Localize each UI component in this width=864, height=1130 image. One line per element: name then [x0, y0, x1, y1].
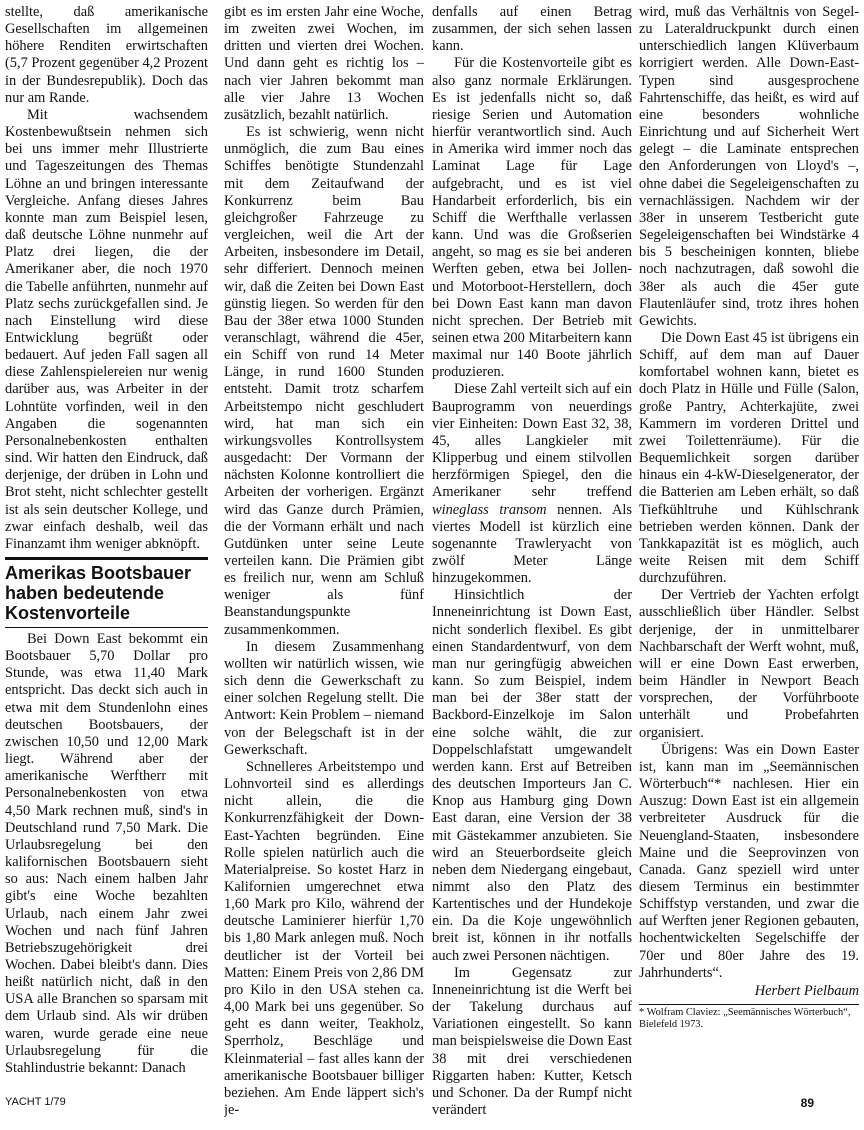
paragraph: Bei Down East bekommt ein Bootsbauer 5,70 Dollar pro Stunde, was etwa 11,40 Mark entspricht. Das deckt sich auch in etwa mit dem Stundenlohn eines deutschen Bootsbauers, der zwischen 10,50 und 12,00 Mark liegt. Während aber der amerikanische Werftherr mit Personalnebenkosten von etwa 4,50 Mark rechnen muß, sind's in Deutschland rund 7,50 Mark. Die Urlaubsregelung bei den kalifornischen Bootsbauern sieht so aus: Nach einem halben Jahr gibt's eine Woche bezahlten Urlaub, nach einem Jahr zwei Wochen und nach fünf Jahren Betriebszugehörigkeit drei Wochen. Dabei bleibt's dann. Dies heißt natürlich nicht, daß in den USA alle Branchen so sparsam mit dem Urlaub sind. Als wir drüben waren, wurde gerade eine neue Urlaubsregelung für die Stahlindustrie bekannt: Danach — [5, 631, 208, 1076]
paragraph: gibt es im ersten Jahr eine Woche, im zweiten zwei Wochen, im dritten und vierten drei Wochen. Und dann geht es richtig los – nach vier Jahren bekommt man alle vier Jahre 13 Wochen zusätzlich, bezahlt natürlich. — [224, 4, 424, 123]
paragraph — [432, 381, 632, 587]
footnote: * Wolfram Claviez: „Seemännisches Wörterbuch“, Bielefeld 1973. — [639, 1007, 851, 1031]
paragraph: wird, muß das Verhältnis von Segel- zu Lateraldruckpunkt durch einen unterschiedlich langen Klüverbaum korrigiert werden. Alle Down-East-Typen sind ausgesprochene Fahrtenschiffe, das heißt, es wird auf eine besonders wohnliche Einrichtung und auf Sicherheit Wert gelegt – die Laminate entsprechen den Anforderungen von Lloyd's –, ohne dabei die Segeleigenschaften zu vernachlässigen. Nachdem wir der 38er in unserem Testbericht gute Segeleigenschaften bei Windstärke 4 bis 5 bescheinigen konnten, bliebe noch nachzutragen, daß sowohl die 38er als auch die 45er gute Flautenläufer sind, trotz ihres hohen Gewichts. — [639, 4, 859, 329]
paragraph: Mit wachsendem Kostenbewußtsein nehmen sich bei uns immer mehr Illustrierte und Tageszeitungen des Themas Löhne an und bringen interessante Vergleiche. Anfang dieses Jahres konnte man zum Beispiel lesen, daß deutsche Löhne nunmehr auf Platz drei liegen, die der Amerikaner aber, die noch 1970 die Tabelle anführten, nunmehr auf Platz sechs zurückgefallen sind. Je nach Einstellung wird diese Entwicklung begrüßt oder bedauert. Auf jeden Fall sagen all diese Zahlenspielereien nur wenig darüber aus, was Arbeiter in der Lohntüte vorfinden, weil in den Angaben die sogenannten Personalnebenkosten enthalten sind. Wir hatten den Eindruck, daß derjenige, der drüben in Lohn und Brot steht, nicht schlechter gestellt ist als sein deutscher Kollege, und zwar einfach deshalb, weil das Finanzamt ihm weniger abknöpft. — [5, 106, 208, 552]
paragraph: Es ist schwierig, wenn nicht unmöglich, die zum Bau eines Schiffes benötigte Stundenzahl mit dem Zeitaufwand der Konkurrenz beim Bau gleichgroßer Fahrzeuge zu vergleichen, weil die Art der Arbeiten, insbesondere im Detail, sehr differiert. Dennoch meinen wir, daß die Zeiten bei Down East günstig liegen. So werden für den Bau der 38er etwa 1000 Stunden veranschlagt, während die 45er, ein Schiff von rund 14 Meter Länge, in rund 1600 Stunden entsteht. Damit trotz scharfem Arbeitstempo nicht geschludert wird, hat man sich ein wirkungsvolles Kontrollsystem ausgedacht: Der Vormann der nächsten Kolonne kontrolliert die Arbeiten der vorherigen. Ergänzt wird das Ganze durch Prämien, die der Vormann erhält und nach Gutdünken unter seine Leute verteilen kann. Die Prämien gibt es freilich nur, wenn am Schluß weniger als fünf Beanstandungspunkte zusammenkommen. — [224, 124, 424, 638]
paragraph: Hinsichtlich der Inneneinrichtung ist Down East, nicht sonderlich flexibel. Es gibt einen Standardentwurf, von dem man nur geringfügig abweichen kann. So zum Beispiel, indem man bei der 38er statt der Backbord-Einzelkoje im Salon eine solche wählt, die zur Doppelschlafstatt umgewandelt werden kann. Erst auf Betreiben des deutschen Importeurs Jan C. Knop aus Hamburg ging Down East daran, eine Version der 38 mit Gästekammer anzubieten. Sie wird an Steuerbordseite gleich neben dem Niedergang eingebaut, nimmt also den Platz des Kartentisches und der Hundekoje ein. Da die Koje ungewöhnlich breit ist, können in ihr notfalls auch zwei Personen nächtigen. — [432, 587, 632, 964]
article-column-1 — [5, 4, 208, 1077]
article-column-2 — [224, 4, 424, 1119]
footnote-divider — [639, 1004, 859, 1005]
article-column-4 — [639, 4, 859, 1031]
paragraph: Der Vertrieb der Yachten erfolgt ausschließlich über Händler. Selbst derjenige, der in unmittelbarer Nachbarschaft der Werft wohnt, muß, will er eine Down East erwerben, beim Händler in Newport Beach vorsprechen, der Vorführboote unterhält und Probefahrten organisiert. — [639, 587, 859, 741]
paragraph: Die Down East 45 ist übrigens ein Schiff, auf dem man auf Dauer komfortabel wohnen kann, bietet es doch Platz in Hülle und Fülle (Salon, große Pantry, Achterkajüte, zwei Kammern im vorderen Drittel und zwei Toilettenräume). Für die Bequemlichkeit sorgen darüber hinaus ein 4-kW-Dieselgenerator, der die Batterien am Leben erhält, so daß Tiefkühltruhe und Kühlschrank betrieben werden können. Dank der Tankkapazität ist es möglich, auch weite Reisen mit dem Schiff durchzuführen. — [639, 329, 859, 587]
italic-term: wineglass transom — [432, 501, 547, 518]
paragraph: In diesem Zusammenhang wollten wir natürlich wissen, wie sich denn die Gewerkschaft zu einer solchen Regelung stellt. Die Antwort: Kein Problem – niemand von der Belegschaft ist in der Gewerkschaft. — [224, 638, 424, 758]
paragraph: stellte, daß amerikanische Gesellschaften im allgemeinen höhere Renditen erwirtschaften (5,7 Prozent gegenüber 4,2 Prozent in der Bundesrepublik). Doch das nur am Rande. — [5, 4, 208, 106]
text-run: Diese Zahl verteilt sich auf ein Bauprogramm von neuerdings vier Einheiten: Down East 32, 38, 45, alles Langkieler mit Klipperbug und einem stilvollen herzförmigen Spiegel, den die Amerikaner sehr treffend — [432, 381, 632, 501]
article-column-3 — [432, 4, 632, 1119]
subheadline-box — [5, 557, 208, 628]
issue-label: YACHT 1/79 — [5, 1096, 66, 1108]
text-run: nennen. Als viertes Modell ist kürzlich eine sogenannte Trawleryacht von zwölf Meter Länge hinzugekommen. — [432, 501, 632, 587]
paragraph: Schnelleres Arbeitstempo und Lohnvorteil sind es allerdings nicht allein, die die Konkurrenzfähigkeit der Down-East-Yachten begründen. Eine Rolle spielen natürlich auch die Materialpreise. So kostet Harz in Kalifornien umgerechnet etwa 1,60 Mark pro Kilo, während der deutsche Laminierer hierfür 1,70 bis 1,80 Mark anlegen muß. Noch deutlicher ist der Vorteil bei Matten: Einem Preis von 2,86 DM pro Kilo in den USA stehen ca. 4,00 Mark bei uns gegenüber. So geht es dann weiter, Teakholz, Sperrholz, Beschläge und Kleinmaterial – fast alles kann der amerikanische Bootsbauer billiger beziehen. Am Ende läppert sich's je- — [224, 758, 424, 1118]
subheadline: Amerikas Bootsbauer haben bedeutende Kostenvorteile — [5, 563, 192, 623]
paragraph: Im Gegensatz zur Inneneinrichtung ist die Werft bei der Takelung durchaus auf Variationen eingestellt. So kann man beispielsweise die Down East 38 mit drei verschiedenen Riggarten haben: Kutter, Ketsch und Schoner. Da der Rumpf nicht verändert — [432, 964, 632, 1118]
page-number: 89 — [800, 1096, 814, 1110]
paragraph: denfalls auf einen Betrag zusammen, der sich sehen lassen kann. — [432, 4, 632, 55]
paragraph: Für die Kostenvorteile gibt es also ganz normale Erklärungen. Es ist jedenfalls nicht so, daß riesige Serien und Automation hierfür verantwortlich sind. Auch in Amerika wird immer noch das Laminat Lage für Lage aufgebracht, und es ist viel Handarbeit erforderlich, bis ein Schiff die Werfthalle verlassen kann. Und was die Großserien angeht, so mag es sie bei anderen Werften geben, etwa bei Jollen- und Motorboot-Herstellern, doch bei Down East kann man davon nicht sprechen. Der Betrieb mit seinen etwa 200 Mitarbeitern kann maximal nur 140 Boote jährlich produzieren. — [432, 55, 632, 381]
paragraph: Übrigens: Was ein Down Easter ist, kann man im „Seemännischen Wörterbuch“* nachlesen. Hier ein Auszug: Down East ist ein allgemein verbreiteter Ausdruck für die Neuengland-Staaten, insbesondere Maine und die Seeprovinzen von Canada. Ganz speziell wird unter diesem Terminus ein bestimmter Schiffstyp verstanden, und zwar die auf Werften jener Regionen gebauten, hochentwickelten Segelschiffe der 70er und 80er Jahre des 19. Jahrhunderts“. — [639, 741, 859, 981]
author-signature: Herbert Pielbaum — [754, 982, 859, 999]
divider — [5, 627, 208, 628]
